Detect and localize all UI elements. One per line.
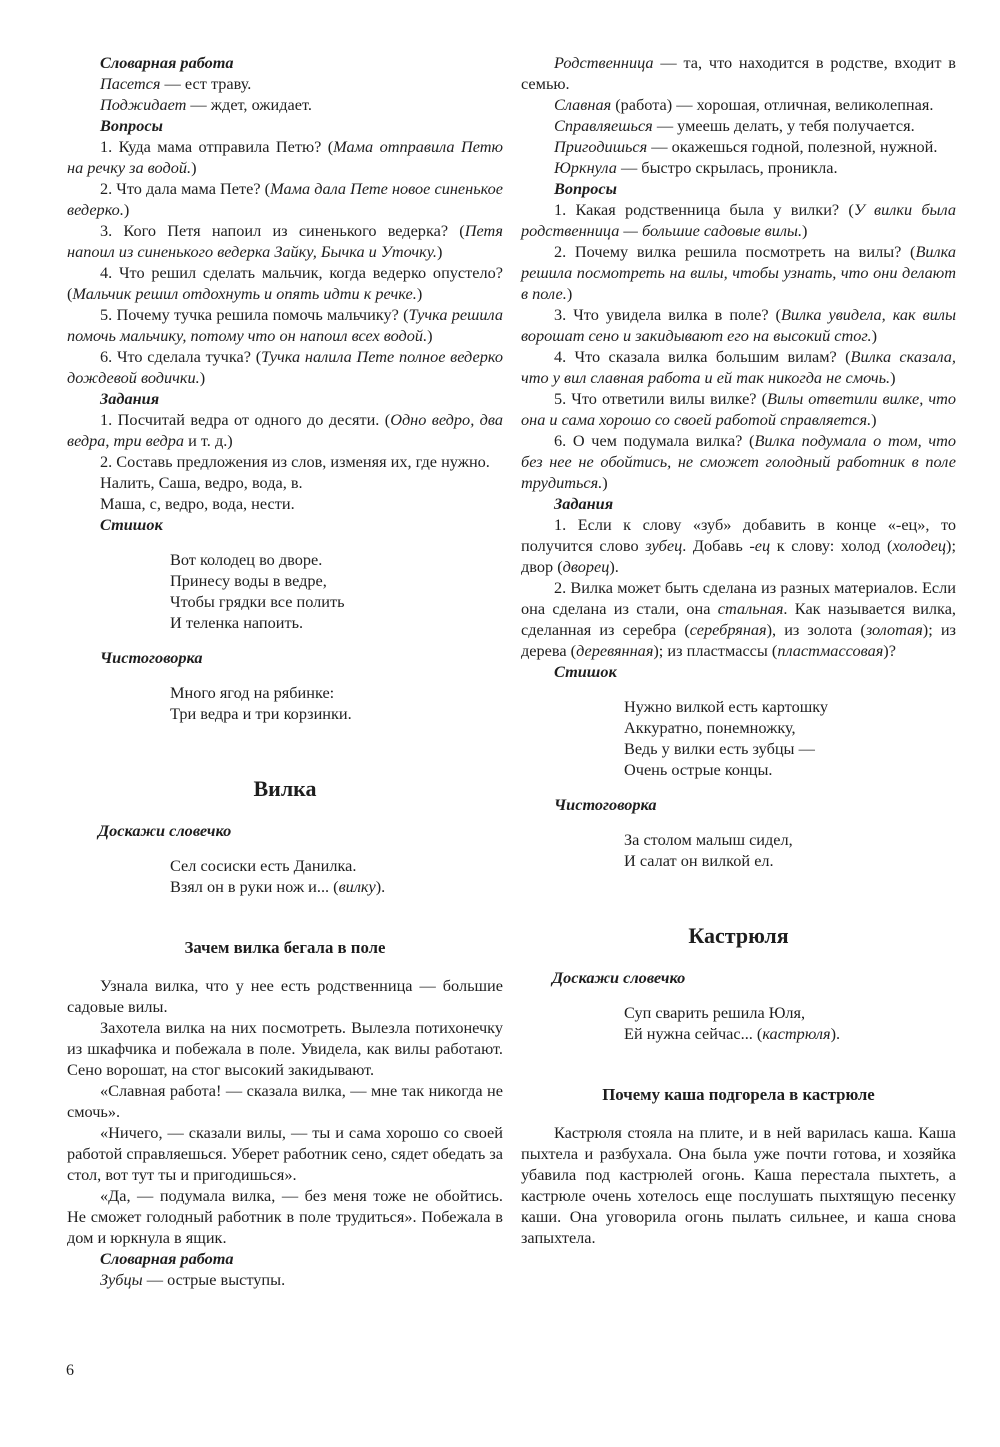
question: 4. Что сказала вилка большим вилам? (Вилка сказала, что у вил славная работа и ей так никогда не смочь.) [521,347,956,387]
section-title: Кастрюля [688,923,789,948]
question: 3. Кого Петя напоил из синенького ведерка? (Петя напоил из синенького ведерка Зайку, Бычка и Уточку.) [67,221,503,261]
story-paragraph: Узнала вилка, что у нее есть родственница — большие садовые вилы. [67,976,503,1016]
finish-word-heading: Доскажи словечко [98,821,232,840]
poem-line: Аккуратно, понемножку, [624,718,796,737]
story-title: Зачем вилка бегала в поле [184,938,386,957]
riddle-line: Сел сосиски есть Данилка. [170,856,357,875]
poem-line: Очень острые концы. [624,760,773,779]
question: 1. Какая родственница была у вилки? (У вилки была родственница — большие садовые вилы.) [521,200,956,240]
vocab-entry: Поджидает — ждет, ожидает. [100,95,312,114]
questions-heading: Вопросы [554,179,617,198]
vocab-heading: Словарная работа [100,1249,234,1268]
question: 1. Куда мама отправила Петю? (Мама отправила Петю на речку за водой.) [67,137,503,177]
riddle [624,1002,956,1044]
question: 2. Почему вилка решила посмотреть на вилы? (Вилка решила посмотреть на вилы, чтобы узнать, что они делают в поле.) [521,242,956,303]
question: 6. О чем подумала вилка? (Вилка подумала о том, что без нее не обойтись, не сможет голодный работник в поле трудиться.) [521,431,956,492]
tongue-twister [170,682,503,724]
tongue-line: И салат он вилкой ел. [624,851,774,870]
vocab-entry: Зубцы — острые выступы. [100,1270,286,1289]
tasks-heading: Задания [100,389,160,408]
task-words: Налить, Саша, ведро, вода, в. [100,473,303,492]
right-column [521,52,956,1248]
story-paragraph: Кастрюля стояла на плите, и в ней варилась каша. Каша пыхтела и разбухала. Она была уже почти готова, и хозяйка убавила под кастрюлей огонь. Каша перестала пыхтеть, а кастрюле очень хотелось еще послушать пыхтящую песенку каши. Она уговорила огонь пылать сильнее, и каша снова запыхтела. [521,1123,956,1247]
poem [170,549,503,633]
poem-line: Принесу воды в ведре, [170,571,327,590]
section-title: Вилка [253,776,317,801]
poem-heading: Стишок [554,662,617,681]
vocab-entry: Пасется — ест траву. [100,74,252,93]
poem-line: Ведь у вилки есть зубцы — [624,739,815,758]
questions-heading: Вопросы [100,116,163,135]
question: 3. Что увидела вилка в поле? (Вилка увидела, как вилы ворошат сено и закидывают его на высокий стог.) [521,305,956,345]
poem-heading: Стишок [100,515,163,534]
task: 2. Вилка может быть сделана из разных материалов. Если она сделана из стали, она стальная. Как называется вилка, сделанная из серебра (серебряная), из золота (золотая); из дерева (деревянная); из пластмассы (пластмассовая)? [521,578,956,660]
poem-line: Нужно вилкой есть картошку [624,697,829,716]
story-paragraph: «Ничего, — сказали вилы, — ты и сама хорошо со своей работой справляешься. Уберет работник сено, сядет обедать за стол, вот тут ты и пригодишься». [67,1123,503,1184]
tongue-twister [624,829,956,871]
left-column [67,52,503,1290]
question: 2. Что дала мама Пете? (Мама дала Пете новое синенькое ведерко.) [67,179,504,219]
story-paragraph: «Славная работа! — сказала вилка, — мне так никогда не смочь». [67,1081,503,1121]
vocab-entry: Пригодишься — окажешься годной, полезной, нужной. [554,137,938,156]
poem-line: Вот колодец во дворе. [170,550,323,569]
story-title: Почему каша подгорела в кастрюле [602,1085,875,1104]
finish-word-heading: Доскажи словечко [552,968,686,987]
page-number: 6 [66,1362,74,1379]
vocab-entry: Славная (работа) — хорошая, отличная, великолепная. [554,95,934,114]
task: 2. Составь предложения из слов, изменяя их, где нужно. [100,452,490,471]
vocab-heading: Словарная работа [100,53,234,72]
question: 5. Что ответили вилы вилке? (Вилы ответили вилке, что она и сама хорошо со своей работой справляется.) [521,389,956,429]
story-paragraph: «Да, — подумала вилка, — без меня тоже не обойтись. Не сможет голодный работник в поле трудиться». Побежала в дом и юркнула в ящик. [67,1186,503,1247]
task: 1. Если к слову «зуб» добавить в конце «-ец», то получится слово зубец. Добавь -ец к слову: холод (холодец); двор (дворец). [521,515,956,576]
riddle [170,855,503,897]
story-paragraph: Захотела вилка на них посмотреть. Вылезла потихонечку из шкафчика и побежала в поле. Увидела, как вилы работают. Сено ворошат, на стог высокий закидывают. [67,1018,503,1079]
question: 4. Что решил сделать мальчик, когда ведерко опустело? (Мальчик решил отдохнуть и опять идти к речке.) [67,263,503,303]
poem-line: Чтобы грядки все полить [170,592,345,611]
poem-line: И теленка напоить. [170,613,304,632]
vocab-entry: Юркнула — быстро скрылась, проникла. [554,158,838,177]
task-words: Маша, с, ведро, вода, нести. [100,494,295,513]
story [67,975,503,1248]
tongue-twister-heading: Чистоговорка [100,648,203,667]
tongue-line: Много ягод на рябинке: [170,683,335,702]
vocab-entry: Справляешься — умеешь делать, у тебя получается. [554,116,915,135]
question: 5. Почему тучка решила помочь мальчику? (Тучка решила помочь мальчику, потому что он напоил всех водой.) [67,305,503,345]
riddle-line: Суп сварить решила Юля, [624,1003,806,1022]
question: 6. Что сделала тучка? (Тучка налила Пете полное ведерко дождевой водички.) [67,347,503,387]
tongue-line: За столом малыш сидел, [624,830,793,849]
tasks-heading: Задания [554,494,614,513]
riddle-line: Ей нужна сейчас... (кастрюля). [624,1024,841,1043]
tongue-twister-heading: Чистоговорка [554,795,657,814]
task: 1. Посчитай ведра от одного до десяти. (Одно ведро, два ведра, три ведра и т. д.) [67,410,503,450]
vocab-entry: Родственница — та, что находится в родстве, входит в семью. [521,53,956,93]
tongue-line: Три ведра и три корзинки. [170,704,352,723]
story [521,1122,956,1248]
riddle-line: Взял он в руки нож и... (вилку). [170,877,386,896]
poem [624,696,956,780]
